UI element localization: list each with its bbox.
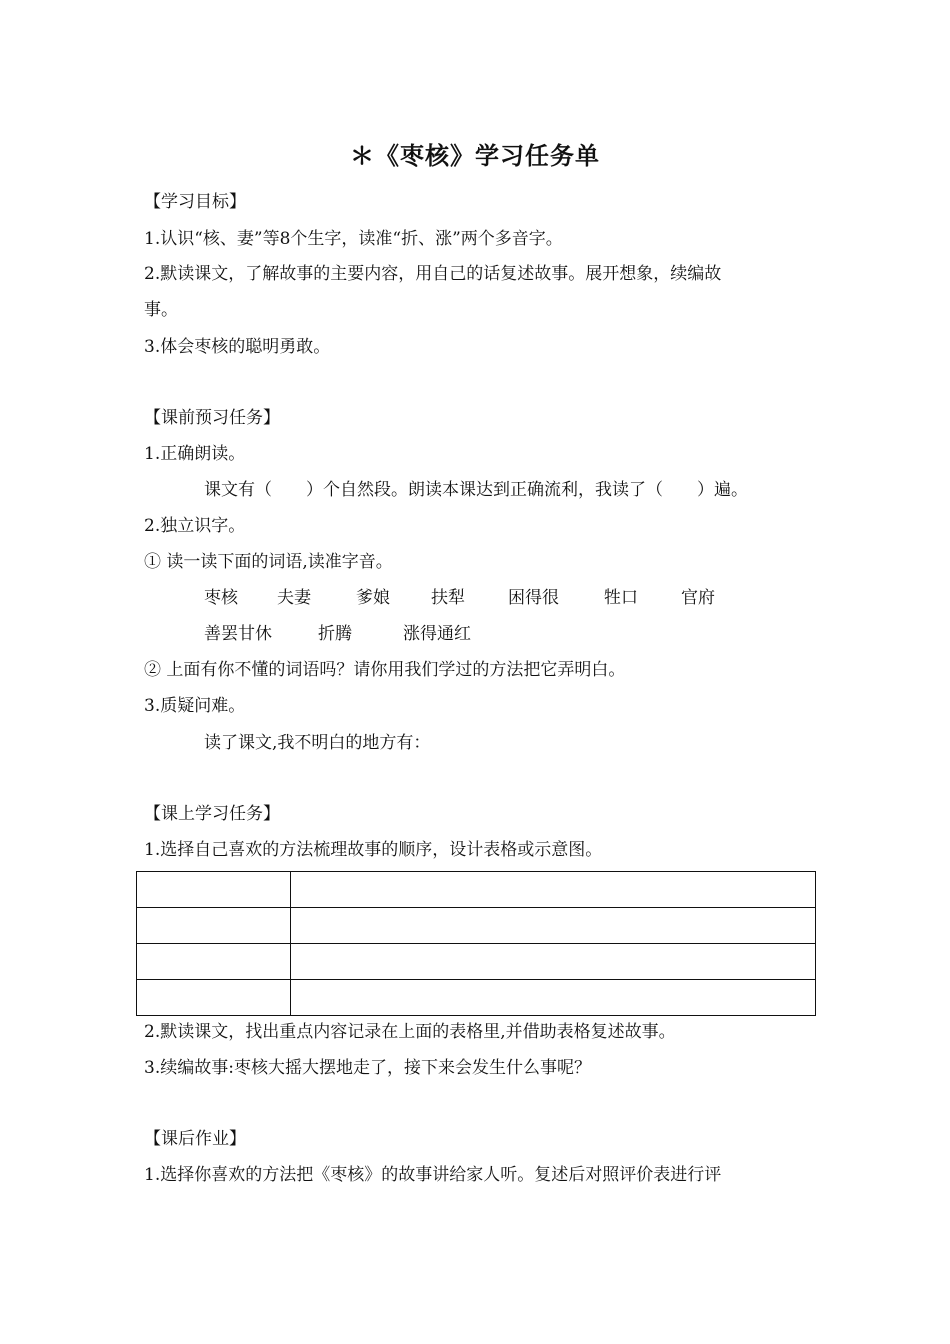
word-item: 爹娘 <box>356 588 390 608</box>
word-item: 牲口 <box>604 588 638 608</box>
goal-item-1: 1.认识“核、妻”等8个生字，读准“折、涨”两个多音字。 <box>144 229 563 249</box>
inclass-task-1: 1.选择自己喜欢的方法梳理故事的顺序，设计表格或示意图。 <box>144 840 603 860</box>
table-row <box>137 944 816 980</box>
preview-task-3: 3.质疑问难。 <box>144 696 246 716</box>
preview-task-1: 1.正确朗读。 <box>144 444 246 464</box>
table-cell[interactable] <box>291 872 816 908</box>
word-item: 涨得通红 <box>403 624 471 644</box>
word-item: 官府 <box>681 588 715 608</box>
table-row <box>137 872 816 908</box>
table-cell[interactable] <box>137 908 291 944</box>
goal-item-3: 3.体会枣核的聪明勇敢。 <box>144 337 331 357</box>
homework-task-1: 1.选择你喜欢的方法把《枣核》的故事讲给家人听。复述后对照评价表进行评 <box>144 1165 722 1185</box>
table-cell[interactable] <box>137 944 291 980</box>
homework-heading: 【课后作业】 <box>144 1129 246 1149</box>
word-item: 夫妻 <box>277 588 311 608</box>
story-order-table <box>136 871 816 1016</box>
preview-task-2: 2.独立识字。 <box>144 516 246 536</box>
preview-task-2-sub-2: ② 上面有你不懂的词语吗？请你用我们学过的方法把它弄明白。 <box>144 660 626 680</box>
word-item: 困得很 <box>508 588 559 608</box>
goals-heading: 【学习目标】 <box>144 192 246 212</box>
document-title: ＊《枣核》学习任务单 <box>350 142 600 170</box>
inclass-task-3: 3.续编故事:枣核大摇大摆地走了，接下来会发生什么事呢？ <box>144 1058 591 1078</box>
table-cell[interactable] <box>137 872 291 908</box>
table-cell[interactable] <box>291 980 816 1016</box>
word-item: 扶犁 <box>431 588 465 608</box>
word-item: 善罢甘休 <box>204 624 272 644</box>
word-item: 枣核 <box>204 588 238 608</box>
table-cell[interactable] <box>291 944 816 980</box>
inclass-heading: 【课上学习任务】 <box>144 804 280 824</box>
table-cell[interactable] <box>137 980 291 1016</box>
preview-task-3-detail: 读了课文,我不明白的地方有： <box>204 733 431 753</box>
preview-task-2-sub-1: ① 读一读下面的词语,读准字音。 <box>144 552 393 572</box>
table-row <box>137 908 816 944</box>
preview-heading: 【课前预习任务】 <box>144 408 280 428</box>
inclass-task-2: 2.默读课文，找出重点内容记录在上面的表格里,并借助表格复述故事。 <box>144 1022 676 1042</box>
goal-item-2-continued: 事。 <box>144 300 178 320</box>
table-row <box>137 980 816 1016</box>
preview-task-1-detail: 课文有（ ）个自然段。朗读本课达到正确流利，我读了（ ）遍。 <box>204 480 748 500</box>
goal-item-2: 2.默读课文，了解故事的主要内容，用自己的话复述故事。展开想象，续编故 <box>144 264 722 284</box>
table-cell[interactable] <box>291 908 816 944</box>
word-item: 折腾 <box>318 624 352 644</box>
